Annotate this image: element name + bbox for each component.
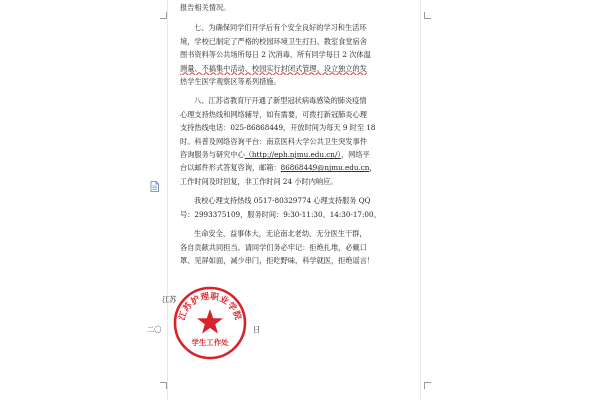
text-line-content: 测量、不搞集中活动、校园实行封闭式管理、设立独立的发 [180,63,367,73]
seal-organization-text: 江苏护理职业学院 [177,291,243,322]
signature-date-end: 日 [253,325,261,334]
signature-organization: 江苏 [162,295,177,304]
margin-corner-mark [160,12,167,19]
text-line: 图书资料等公共场所每日 2 次消毒、所有同学每日 2 次体温 [180,50,371,60]
margin-corner-mark [424,382,431,389]
document-page-icon[interactable] [150,177,159,188]
document-body [180,0,408,267]
text-line: 心理支持热线和网络辅导，如有需要，可拨打新冠肺炎心理 [180,109,367,119]
official-seal [172,285,248,361]
text-line: 生命安全、益事体大，无论南北老幼、无分医生干群， [194,229,367,239]
text-segment: 咨询服务与研究中心 [180,150,245,160]
text-line: 七、为确保同学们开学后有个安全良好的学习和生活环 [194,23,367,33]
text-line: 支持热线电话：025-86868449，开放时间为每天 9 时至 18 [180,123,376,133]
text-line: 我校心理支持热线 0517-80329774 心理支持服务 QQ [194,196,371,206]
text-line: 热学生医学观察区等系列措施。 [180,77,281,87]
text-line: 各自贡献共同担当。请同学们务必牢记：拒绝扎堆，必戴口 [180,242,367,252]
text-segment: ，网络平 [340,150,370,160]
email-link[interactable]: 86868449@njmu.edu.cn [280,163,370,173]
text-line [180,161,408,174]
text-segment: ， [369,163,377,173]
margin-corner-mark [160,382,167,389]
website-link[interactable]: （http://eph.njmu.edu.cn/） [244,150,341,160]
text-line [180,148,408,161]
text-line: 时。科普及网络咨询平台：南京医科大学公共卫生突发事件 [180,136,367,146]
seal-department-text: 学生工作处 [191,338,229,347]
signature-date: 二〇 [147,325,162,334]
text-line: 八、江苏省教育厅开通了新型冠状病毒感染的肺炎疫情 [194,96,367,106]
text-line: 号：2993375109，服务时间：9:30-11:30、14:30-17:00。 [180,209,381,219]
signature-block [147,285,261,365]
text-line: 工作时间及时回复，非工作时间 24 小时内响应。 [180,176,338,186]
margin-corner-mark [424,12,431,19]
text-line: 罩、见屏如面，减少串门，拒吃野味，科学就医，拒绝谣言！ [180,255,375,265]
text-line [180,62,408,75]
text-segment: 台以邮件形式答复咨询，邮箱： [180,163,281,173]
text-line: 报告相关情况。 [180,3,231,12]
text-line: 境，学校已制定了严格的校园环境卫生打扫、教室食堂宿舍 [180,36,367,46]
